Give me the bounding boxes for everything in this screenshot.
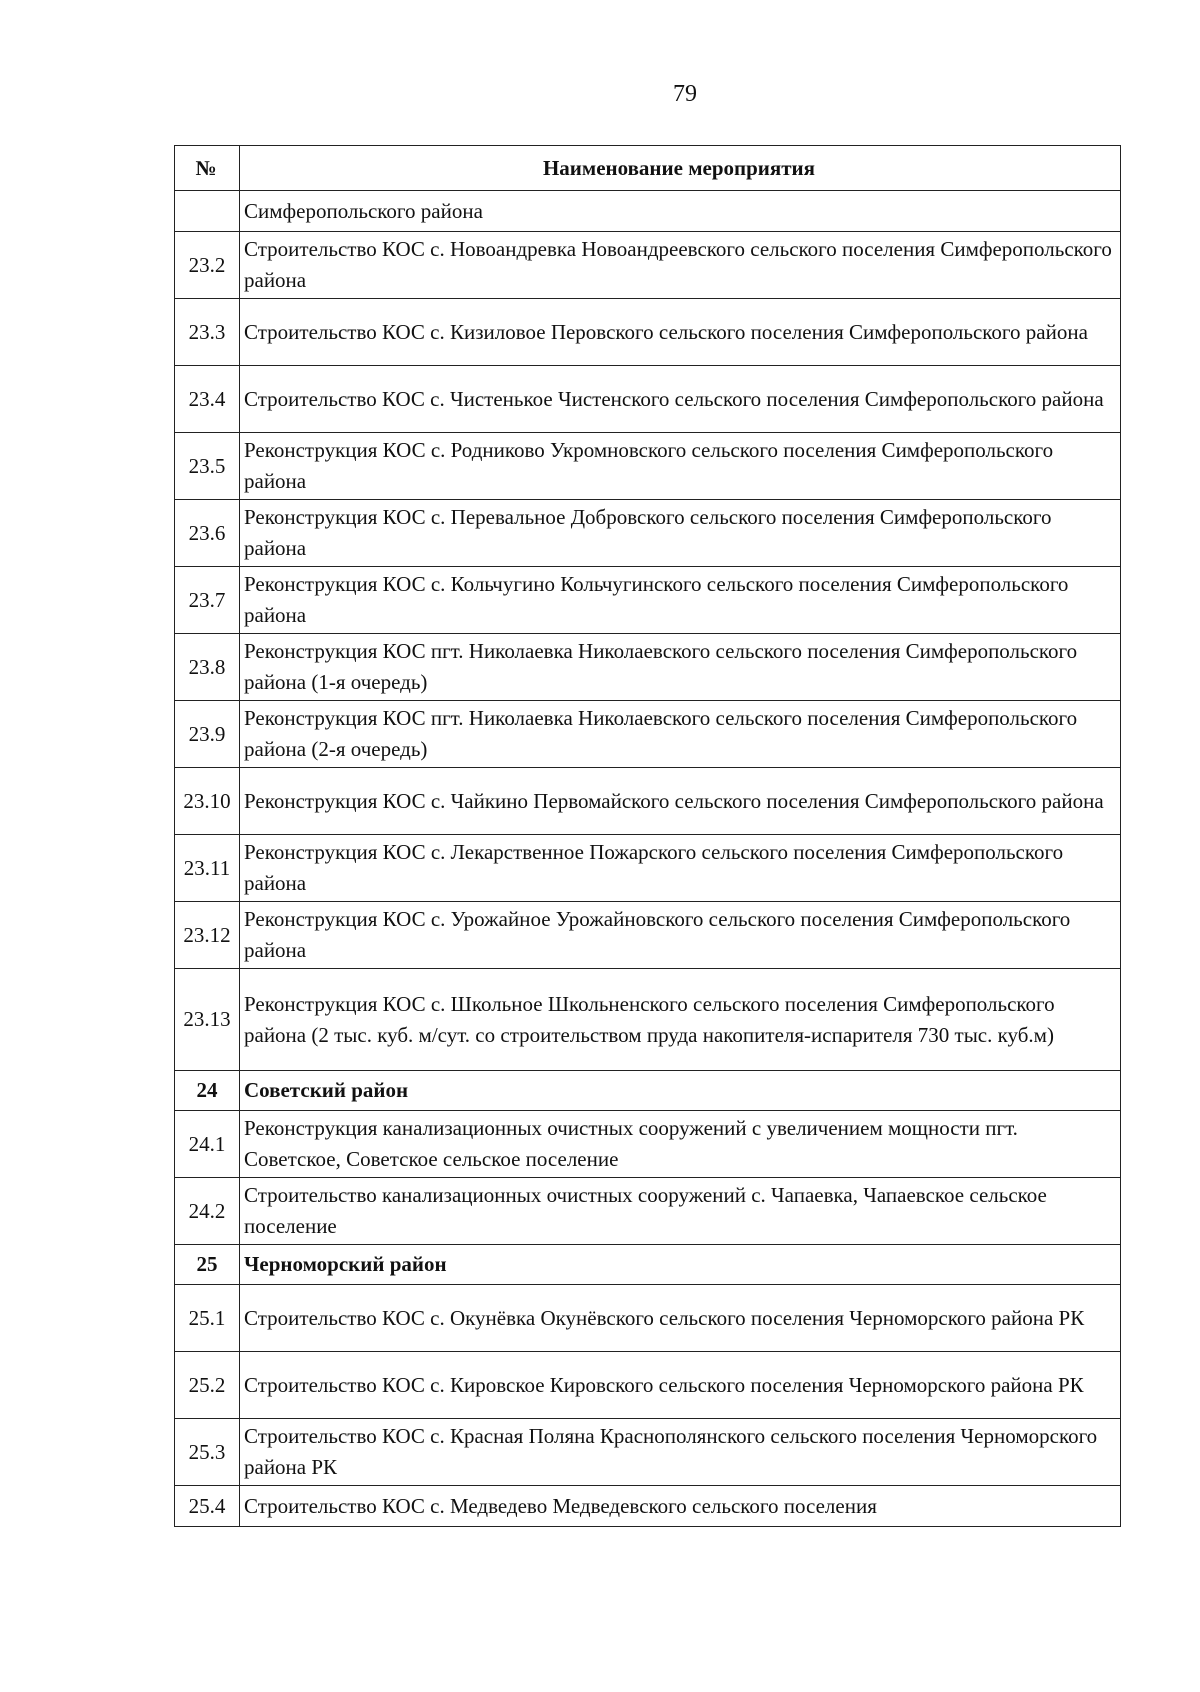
table-row: [175, 366, 1121, 433]
measure-name-cell: Строительство канализационных очистных сооружений с. Чапаевка, Чапаевское сельское поселение: [240, 1178, 1121, 1245]
row-number-cell: 23.12: [175, 902, 240, 969]
measure-name-cell: Реконструкция КОС с. Кольчугино Кольчугинского сельского поселения Симферопольского района: [240, 567, 1121, 634]
measure-name-cell: Реконструкция КОС с. Родниково Укромновского сельского поселения Симферопольского района: [240, 433, 1121, 500]
table-row: [175, 1352, 1121, 1419]
measure-name-cell: Реконструкция КОС с. Урожайное Урожайновского сельского поселения Симферопольского района: [240, 902, 1121, 969]
section-row: [175, 1245, 1121, 1285]
row-number-cell: 23.10: [175, 768, 240, 835]
measure-name-cell: Реконструкция КОС с. Школьное Школьненского сельского поселения Симферопольского района (2 тыс. куб. м/сут. со строительством пруда накопителя-испарителя 730 тыс. куб.м): [240, 969, 1121, 1071]
table-row: [175, 835, 1121, 902]
row-number-cell: 23.11: [175, 835, 240, 902]
table-row: [175, 1178, 1121, 1245]
column-header-name: Наименование мероприятия: [240, 146, 1121, 191]
measure-name-cell: Строительство КОС с. Медведево Медведевского сельского поселения: [240, 1486, 1121, 1527]
table-row: [175, 1285, 1121, 1352]
measure-name-cell: Строительство КОС с. Окунёвка Окунёвского сельского поселения Черноморского района РК: [240, 1285, 1121, 1352]
measure-name-cell: Строительство КОС с. Чистенькое Чистенского сельского поселения Симферопольского района: [240, 366, 1121, 433]
row-number-cell: 23.13: [175, 969, 240, 1071]
measure-name-cell: Реконструкция КОС с. Лекарственное Пожарского сельского поселения Симферопольского района: [240, 835, 1121, 902]
row-number-cell: [175, 191, 240, 232]
measure-name-cell: Симферопольского района: [240, 191, 1121, 232]
row-number-cell: 23.6: [175, 500, 240, 567]
table-row: [175, 1419, 1121, 1486]
row-number-cell: 24: [175, 1071, 240, 1111]
table-row: [175, 1111, 1121, 1178]
table-row: [175, 567, 1121, 634]
table-row: [175, 232, 1121, 299]
row-number-cell: 25.3: [175, 1419, 240, 1486]
table-row: [175, 634, 1121, 701]
row-number-cell: 23.5: [175, 433, 240, 500]
measure-name-cell: Реконструкция КОС пгт. Николаевка Николаевского сельского поселения Симферопольского района (1-я очередь): [240, 634, 1121, 701]
measure-name-cell: Реконструкция КОС с. Перевальное Добровского сельского поселения Симферопольского района: [240, 500, 1121, 567]
measure-name-cell: Строительство КОС с. Красная Поляна Краснополянского сельского поселения Черноморского района РК: [240, 1419, 1121, 1486]
table-row: [175, 768, 1121, 835]
table-row: [175, 433, 1121, 500]
row-number-cell: 25.1: [175, 1285, 240, 1352]
row-number-cell: 23.8: [175, 634, 240, 701]
measure-name-cell: Реконструкция КОС пгт. Николаевка Николаевского сельского поселения Симферопольского района (2-я очередь): [240, 701, 1121, 768]
table-row: [175, 902, 1121, 969]
row-number-cell: 24.2: [175, 1178, 240, 1245]
row-number-cell: 25.4: [175, 1486, 240, 1527]
measure-name-cell: Черноморский район: [240, 1245, 1121, 1285]
measure-name-cell: Строительство КОС с. Кизиловое Перовского сельского поселения Симферопольского района: [240, 299, 1121, 366]
table-body: [175, 191, 1121, 1527]
table-header-row: [175, 146, 1121, 191]
measure-name-cell: Реконструкция канализационных очистных сооружений с увеличением мощности пгт. Советское, Советское сельское поселение: [240, 1111, 1121, 1178]
table-row: [175, 299, 1121, 366]
table-row: [175, 500, 1121, 567]
table-row: [175, 191, 1121, 232]
measures-table: [174, 145, 1121, 1527]
row-number-cell: 23.9: [175, 701, 240, 768]
table-row: [175, 969, 1121, 1071]
row-number-cell: 23.2: [175, 232, 240, 299]
measure-name-cell: Строительство КОС с. Новоандревка Новоандреевского сельского поселения Симферопольского района: [240, 232, 1121, 299]
section-row: [175, 1071, 1121, 1111]
table-row: [175, 701, 1121, 768]
measure-name-cell: Реконструкция КОС с. Чайкино Первомайского сельского поселения Симферопольского района: [240, 768, 1121, 835]
table-row: [175, 1486, 1121, 1527]
row-number-cell: 23.3: [175, 299, 240, 366]
row-number-cell: 23.7: [175, 567, 240, 634]
measure-name-cell: Советский район: [240, 1071, 1121, 1111]
column-header-number: №: [175, 146, 240, 191]
measure-name-cell: Строительство КОС с. Кировское Кировского сельского поселения Черноморского района РК: [240, 1352, 1121, 1419]
row-number-cell: 24.1: [175, 1111, 240, 1178]
row-number-cell: 23.4: [175, 366, 240, 433]
page-number: 79: [673, 81, 697, 107]
row-number-cell: 25.2: [175, 1352, 240, 1419]
row-number-cell: 25: [175, 1245, 240, 1285]
